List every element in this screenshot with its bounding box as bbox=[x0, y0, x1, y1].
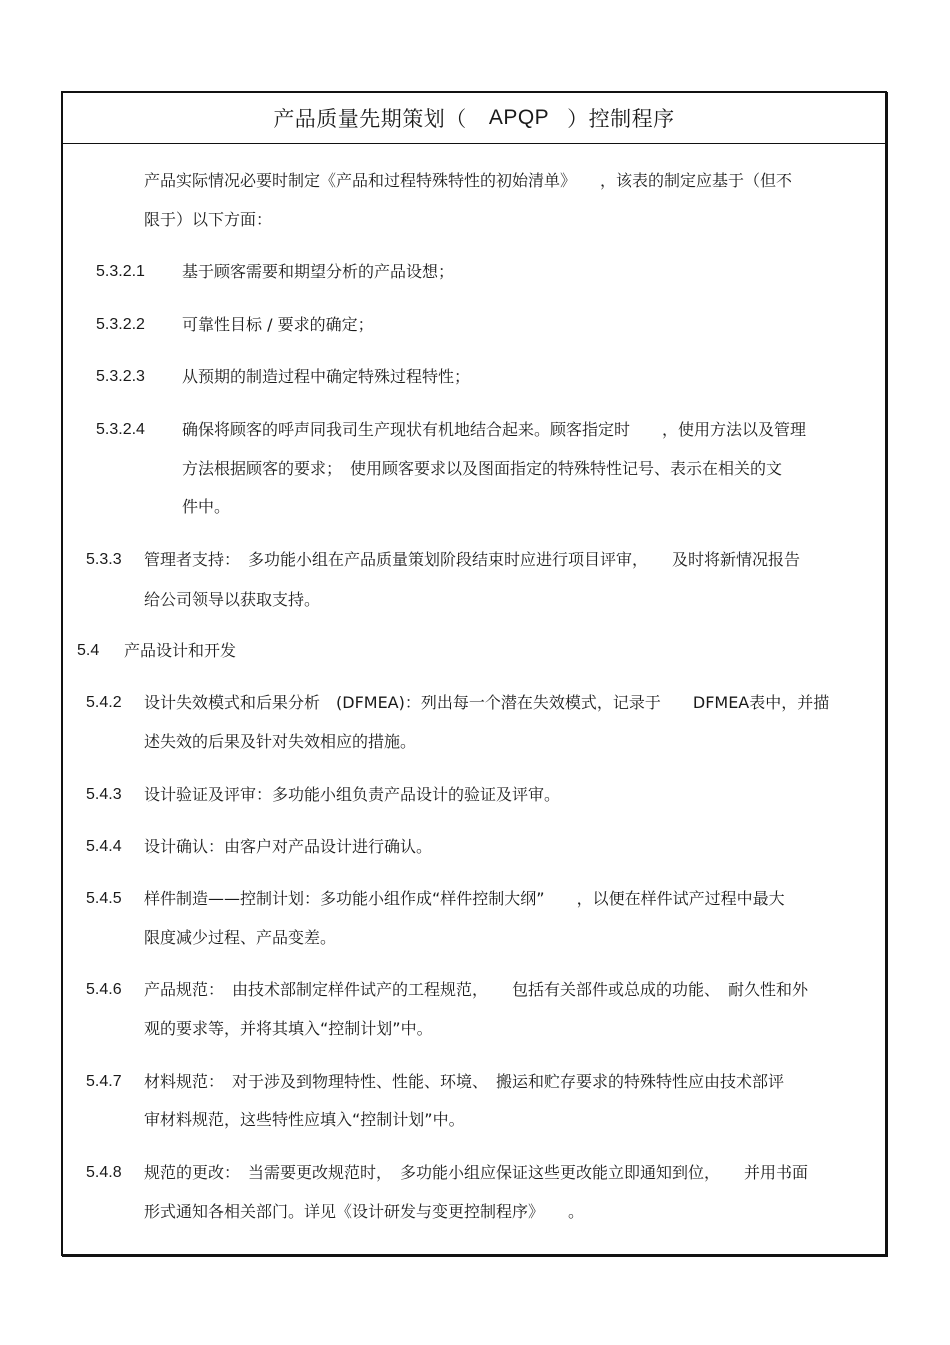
item-text-546-line-1: 产品规范： 由技术部制定样件试产的工程规范， 包括有关部件或总成的功能、 耐久性和外 bbox=[144, 980, 809, 999]
document-title bbox=[63, 93, 885, 144]
item-text-546-line-2: 观的要求等，并将其填入“控制计划”中。 bbox=[144, 1019, 433, 1038]
item-text-547-line-2: 审材料规范，这些特性应填入“控制计划”中。 bbox=[144, 1110, 465, 1129]
item-text-5324-line-2: 方法根据顾客的要求； 使用顾客要求以及图面指定的特殊特性记号、表示在相关的文 bbox=[182, 459, 783, 478]
section-number-54: 5.4 bbox=[77, 642, 100, 659]
item-text-548-line-2: 形式通知各相关部门。详见《设计研发与变更控制程序》 。 bbox=[144, 1202, 585, 1221]
intro-line-1: 产品实际情况必要时制定《产品和过程特殊特性的初始清单》 ，该表的制定应基于（但不 bbox=[144, 171, 793, 190]
title-prefix: 产品质量先期策划（ bbox=[273, 107, 467, 131]
item-text-5322: 可靠性目标 / 要求的确定； bbox=[182, 315, 374, 334]
item-text-5321: 基于顾客需要和期望分析的产品设想； bbox=[182, 262, 455, 281]
item-text-545-line-1: 样件制造——控制计划：多功能小组作成“样件控制大纲” ，以便在样件试产过程中最大 bbox=[144, 889, 785, 908]
item-text-5324-line-1: 确保将顾客的呼声同我司生产现状有机地结合起来。顾客指定时 ，使用方法以及管理 bbox=[182, 420, 807, 439]
item-text-533-line-1: 管理者支持： 多功能小组在产品质量策划阶段结束时应进行项目评审， 及时将新情况报告 bbox=[144, 550, 801, 569]
item-number-542: 5.4.2 bbox=[86, 694, 122, 711]
item-number-5321: 5.3.2.1 bbox=[96, 263, 145, 280]
intro-line-2: 限于）以下方面： bbox=[144, 210, 273, 229]
item-text-5323: 从预期的制造过程中确定特殊过程特性； bbox=[182, 367, 471, 386]
item-number-544: 5.4.4 bbox=[86, 838, 122, 855]
title-acronym: APQP bbox=[488, 106, 550, 129]
item-text-548-line-1: 规范的更改： 当需要更改规范时， 多功能小组应保证这些更改能立即通知到位， 并用书面 bbox=[144, 1163, 809, 1182]
item-text-545-line-2: 限度减少过程、产品变差。 bbox=[144, 928, 337, 947]
item-number-547: 5.4.7 bbox=[86, 1073, 122, 1090]
item-number-546: 5.4.6 bbox=[86, 981, 122, 998]
item-number-548: 5.4.8 bbox=[86, 1164, 122, 1181]
item-text-547-line-1: 材料规范： 对于涉及到物理特性、性能、环境、 搬运和贮存要求的特殊特性应由技术部评 bbox=[144, 1072, 785, 1091]
item-text-5324-line-3: 件中。 bbox=[182, 497, 231, 516]
item-number-5324: 5.3.2.4 bbox=[96, 421, 145, 438]
item-number-5323: 5.3.2.3 bbox=[96, 368, 145, 385]
item-text-543: 设计验证及评审：多功能小组负责产品设计的验证及评审。 bbox=[144, 785, 561, 804]
item-number-545: 5.4.5 bbox=[86, 890, 122, 907]
item-text-533-line-2: 给公司领导以获取支持。 bbox=[144, 590, 321, 609]
item-number-5322: 5.3.2.2 bbox=[96, 316, 145, 333]
item-text-542-line-1: 设计失效模式和后果分析 (DFMEA)：列出每一个潜在失效模式，记录于 DFMEA表中，并描 bbox=[144, 693, 830, 712]
title-suffix: ）控制程序 bbox=[567, 107, 675, 131]
item-number-533: 5.3.3 bbox=[86, 551, 122, 568]
section-title-54: 产品设计和开发 bbox=[124, 641, 237, 660]
item-number-543: 5.4.3 bbox=[86, 786, 122, 803]
item-text-542-line-2: 述失效的后果及针对失效相应的措施。 bbox=[144, 732, 417, 751]
item-text-544: 设计确认：由客户对产品设计进行确认。 bbox=[144, 837, 433, 856]
